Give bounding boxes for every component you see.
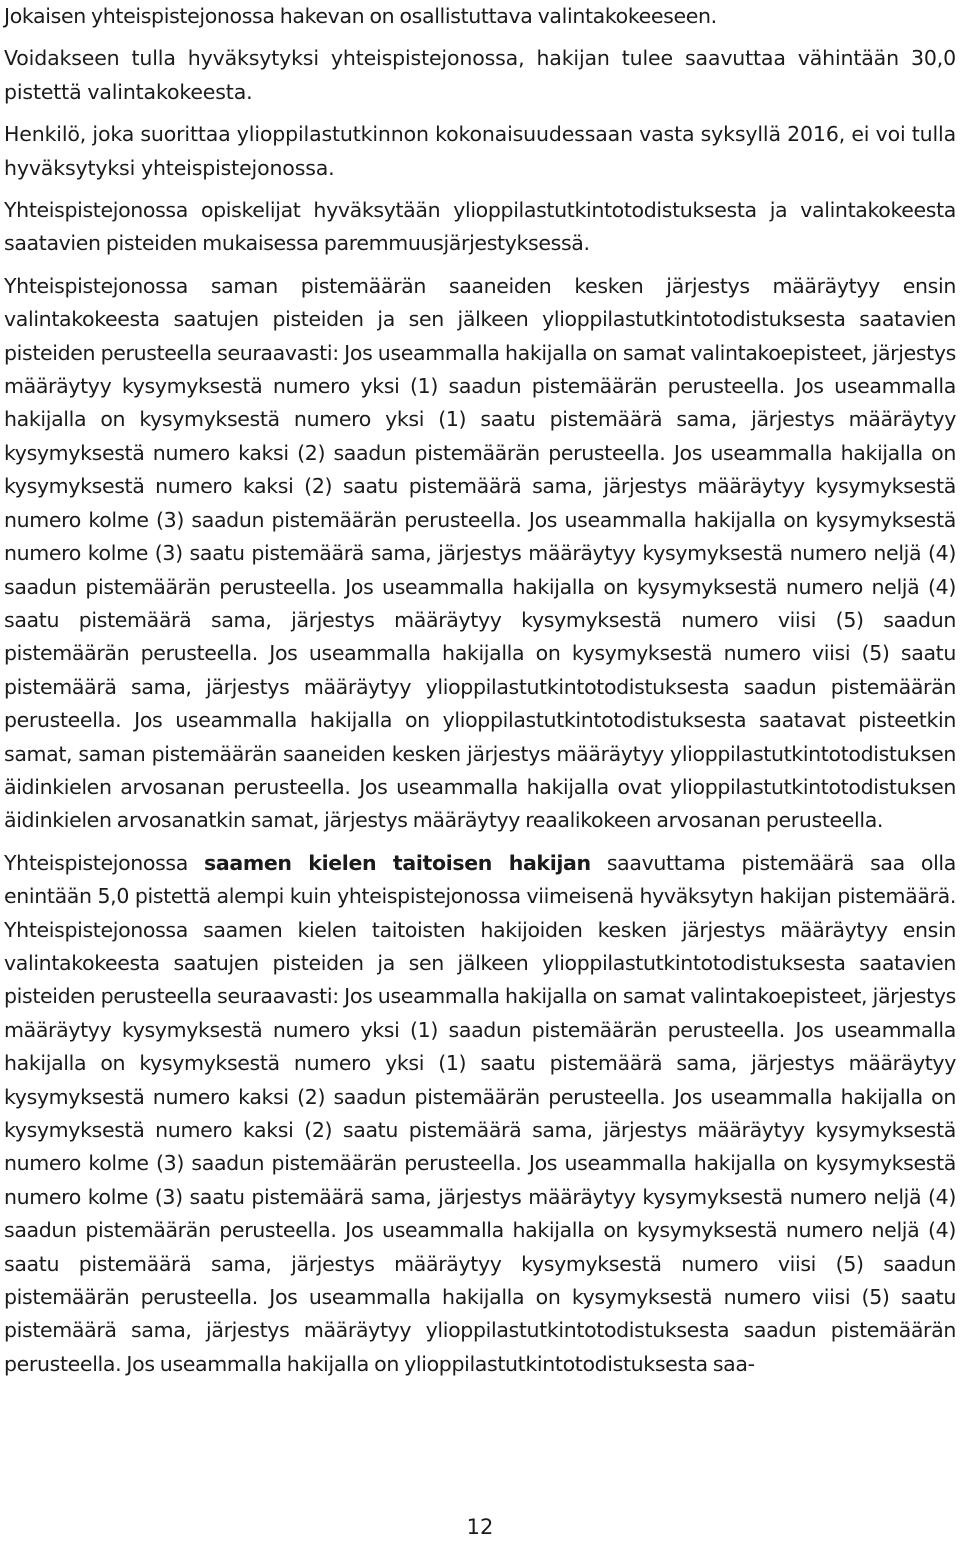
paragraph-tiebreak-rules: Yhteispistejonossa saman pistemäärän saaneiden kesken järjestys määräytyy ensin valintakokeesta saatujen pisteiden ja sen jälkeen ylioppilastutkintotodistuksesta saatavien pisteiden perusteella seuraavasti: Jos useammalla hakijalla on samat valintakoepisteet, järjestys määräytyy kysymyksestä numero yksi (1) saadun pistemäärän perusteella. Jos useammalla hakijalla on kysymyksestä numero yksi (1) saatu pistemäärä sama, järjestys määräytyy kysymyksestä numero kaksi (2) saadun pistemäärän perusteella. Jos useammalla hakijalla on kysymyksestä numero kaksi (2) saatu pistemäärä sama, järjestys määräytyy kysymyksestä numero kolme (3) saadun pistemäärän perusteella. Jos useammalla hakijalla on kysymyksestä numero kolme (3) saatu pistemäärä sama, järjestys määräytyy kysymyksestä numero neljä (4) saadun pistemäärän perusteella. Jos useammalla hakijalla on kysymyksestä numero neljä (4) saatu pistemäärä sama, järjestys määräytyy kysymyksestä numero viisi (5) saadun pistemäärän perusteella. Jos useammalla hakijalla on kysymyksestä numero viisi (5) saatu pistemäärä sama, järjestys määräytyy ylioppilastutkintotodistuksesta saadun pistemäärän perusteella. Jos useammalla hakijalla on ylioppilastutkintotodistuksesta saatavat pisteetkin samat, saman pistemäärän saaneiden kesken järjestys määräytyy ylioppilastutkintotodistuksen äidinkielen arvosanan perusteella. Jos useammalla hakijalla ovat ylioppilastutkintotodistuksen äidinkielen arvosanatkin samat, järjestys määräytyy reaalikokeen arvosanan perusteella. bbox=[4, 273, 956, 833]
paragraph-ranking-order: Yhteispistejonossa opiskelijat hyväksytään ylioppilastutkintotodistuksesta ja valintakokeesta saatavien pisteiden mukaisessa paremmuusjärjestyksessä. bbox=[4, 198, 956, 256]
sami-bold-phrase: saamen kielen taitoisen hakijan bbox=[204, 850, 591, 875]
paragraph-minimum-score: Voidakseen tulla hyväksytyksi yhteispistejonossa, hakijan tulee saavuttaa vähintään 30,0 pistettä valintakokeesta. bbox=[4, 46, 956, 104]
paragraph-exam-participation: Jokaisen yhteispistejonossa hakevan on osallistuttava valintakokeeseen. bbox=[4, 4, 717, 28]
sami-text-after: saavuttama pistemäärä saa olla enintään 5,0 pistettä alempi kuin yhteispistejonossa viimeisenä hyväksytyn hakijan pistemäärä. Yhteispistejonossa saamen kielen taitoisten hakijoiden kesken järjestys määräytyy ensin valintakokeesta saatujen pisteiden ja sen jälkeen ylioppilastutkintotodistuksesta saatavien pisteiden perusteella seuraavasti: Jos useammalla hakijalla on samat valintakoepisteet, järjestys määräytyy kysymyksestä numero yksi (1) saadun pistemäärän perusteella. Jos useammalla hakijalla on kysymyksestä numero yksi (1) saatu pistemäärä sama, järjestys määräytyy kysymyksestä numero kaksi (2) saadun pistemäärän perusteella. Jos useammalla hakijalla on kysymyksestä numero kaksi (2) saatu pistemäärä sama, järjestys määräytyy kysymyksestä numero kolme (3) saadun pistemäärän perusteella. Jos useammalla hakijalla on kysymyksestä numero kolme (3) saatu pistemäärä sama, järjestys määräytyy kysymyksestä numero neljä (4) saadun pistemäärän perusteella. Jos useammalla hakijalla on kysymyksestä numero neljä (4) saatu pistemäärä sama, järjestys määräytyy kysymyksestä numero viisi (5) saadun pistemäärän perusteella. Jos useammalla hakijalla on kysymyksestä numero viisi (5) saatu pistemäärä sama, järjestys määräytyy ylioppilastutkintotodistuksesta saadun pistemäärän perusteella. Jos useammalla hakijalla on ylioppilastutkintotodistuksesta saa- bbox=[4, 850, 956, 1376]
page-number: 12 bbox=[466, 1515, 494, 1539]
sami-text-before: Yhteispistejonossa bbox=[4, 850, 205, 875]
paragraph-sami-applicants bbox=[4, 847, 956, 1382]
paragraph-autumn-2016: Henkilö, joka suorittaa ylioppilastutkinnon kokonaisuudessaan vasta syksyllä 2016, ei voi tulla hyväksytyksi yhteispistejonossa. bbox=[4, 122, 956, 180]
body-text bbox=[4, 0, 956, 1390]
